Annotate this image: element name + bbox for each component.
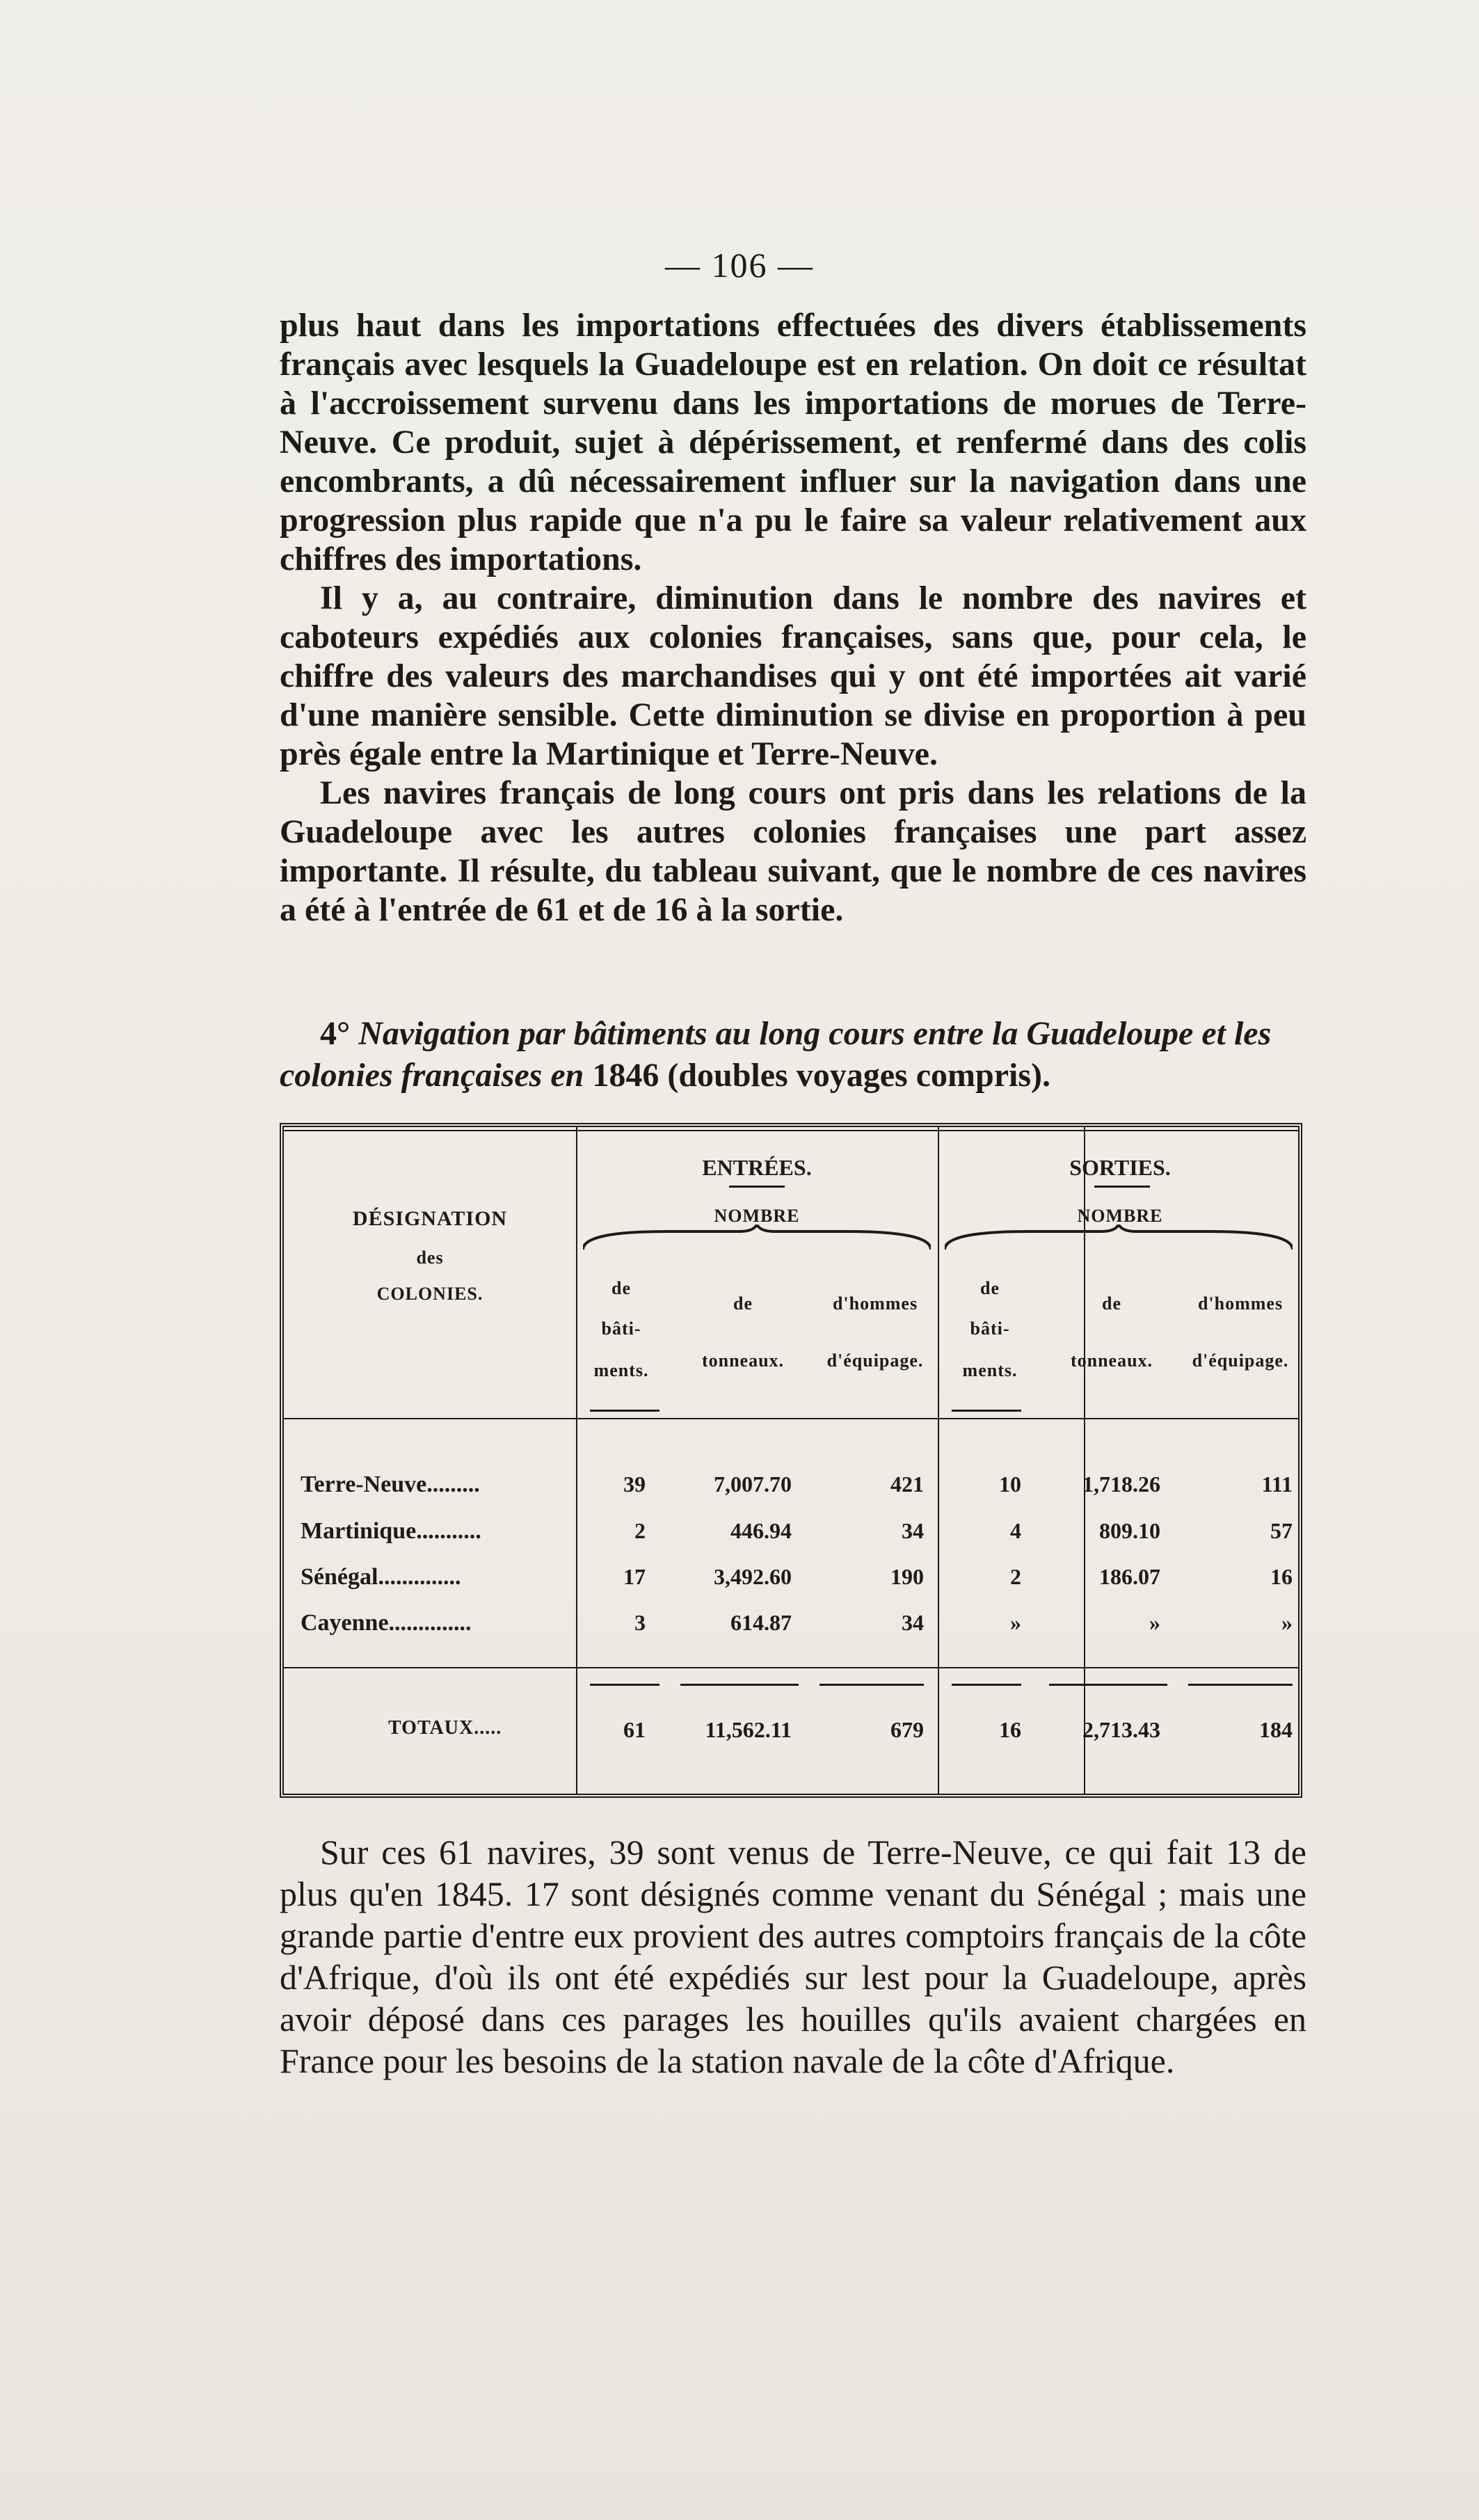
body-text-bottom bbox=[280, 1831, 1306, 2082]
e-col-bat-2: bâti- bbox=[601, 1318, 641, 1339]
caption-rest: (doubles voyages compris). bbox=[667, 1057, 1050, 1094]
s-col-bat-2: bâti- bbox=[970, 1318, 1010, 1339]
e-col-bat-1: de bbox=[611, 1278, 631, 1298]
s-col-bat-1: de bbox=[980, 1278, 1000, 1298]
caption-title: Navigation par bâtiments au long cours entre la Guadeloupe et les colonies françaises en bbox=[280, 1015, 1272, 1094]
paragraph-4: Sur ces 61 navires, 39 sont venus de Terre-Neuve, ce qui fait 13 de plus qu'en 1845. 17 sont désignés comme venant du Sénégal ; mais une grande partie d'entre eux provient des autres comptoirs français de la côte d'Afrique, d'où ils ont été expédiés sur lest pour la Guadeloupe, après avoir déposé dans ces parages les houilles qu'ils avaient chargées en France pour les besoins de la station navale de la côte d'Afrique. bbox=[280, 1833, 1306, 2080]
body-text-top bbox=[280, 306, 1306, 930]
paragraph-3: Les navires français de long cours ont pris dans les relations de la Guadeloupe avec les autres colonies françaises une part assez importante. Il résulte, du tableau suivant, que le nombre de ces navires a été à l'entrée de 61 et de 16 à la sortie. bbox=[280, 774, 1306, 928]
s-col-ton-2: tonneaux. bbox=[1070, 1350, 1153, 1371]
e-col-hom-2: d'équipage. bbox=[826, 1350, 924, 1371]
page-number: — 106 — bbox=[665, 246, 814, 285]
designation-header-3: COLONIES. bbox=[376, 1284, 483, 1304]
designation-header-1: DÉSIGNATION bbox=[352, 1207, 508, 1230]
s-col-ton-1: de bbox=[1102, 1293, 1121, 1314]
designation-header-2: des bbox=[416, 1247, 444, 1268]
e-col-hom-1: d'hommes bbox=[832, 1293, 918, 1314]
e-col-ton-1: de bbox=[733, 1293, 753, 1314]
sorties-nombre: NOMBRE bbox=[1077, 1206, 1163, 1226]
s-col-bat-3: ments. bbox=[962, 1360, 1018, 1380]
paragraph-2: Il y a, au contraire, diminution dans le nombre des navires et caboteurs expédiés aux colonies françaises, sans que, pour cela, le chiffre des valeurs des marchandises qui y ont été importées ait varié d'une manière sensible. Cette diminution se divise en proportion à peu près égale entre la Martinique et Terre-Neuve. bbox=[280, 580, 1306, 772]
navigation-table: DÉSIGNATION des COLONIES. ENTRÉES. NOMBRE SORTIES. NOMBRE de bâti- ments. de tonneaux. d'hommes d'équipage. de bâti- ments. de tonneaux. d'hommes d'équipage. Terre-Neuve......... 39 7,007.70 421 10 1,718.26 111 Martinique........... 2 446.94 34 4 809.10 57 Sénégal.............. 17 3,492.60 190 2 186.07 16 Cayenne.............. 3 614.87 34 » » » TOTAUX..... 61 11,562.11 679 16 2,713.43 184 bbox=[280, 1123, 1302, 1798]
sorties-brace bbox=[945, 1225, 1293, 1252]
paragraph-1: plus haut dans les importations effectuées des divers établissements français avec lesquels la Guadeloupe est en relation. On doit ce résultat à l'accroissement survenu dans les importations de morues de Terre-Neuve. Ce produit, sujet à dépérissement, et renfermé dans des colis encombrants, a dû nécessairement influer sur la navigation dans une progression plus rapide que n'a pu le faire sa valeur relativement aux chiffres des importations. bbox=[280, 307, 1306, 577]
entrees-header: ENTRÉES. bbox=[702, 1155, 812, 1180]
caption-number: 4° bbox=[320, 1015, 351, 1052]
sorties-header: SORTIES. bbox=[1069, 1155, 1171, 1180]
e-col-ton-2: tonneaux. bbox=[701, 1350, 785, 1371]
table-caption bbox=[280, 1013, 1306, 1096]
entrees-nombre: NOMBRE bbox=[714, 1206, 800, 1226]
s-col-hom-2: d'équipage. bbox=[1192, 1350, 1289, 1371]
s-col-hom-1: d'hommes bbox=[1197, 1293, 1284, 1314]
caption-year: 1846 bbox=[592, 1057, 659, 1094]
e-col-bat-3: ments. bbox=[593, 1360, 649, 1380]
entrees-brace bbox=[583, 1225, 931, 1252]
